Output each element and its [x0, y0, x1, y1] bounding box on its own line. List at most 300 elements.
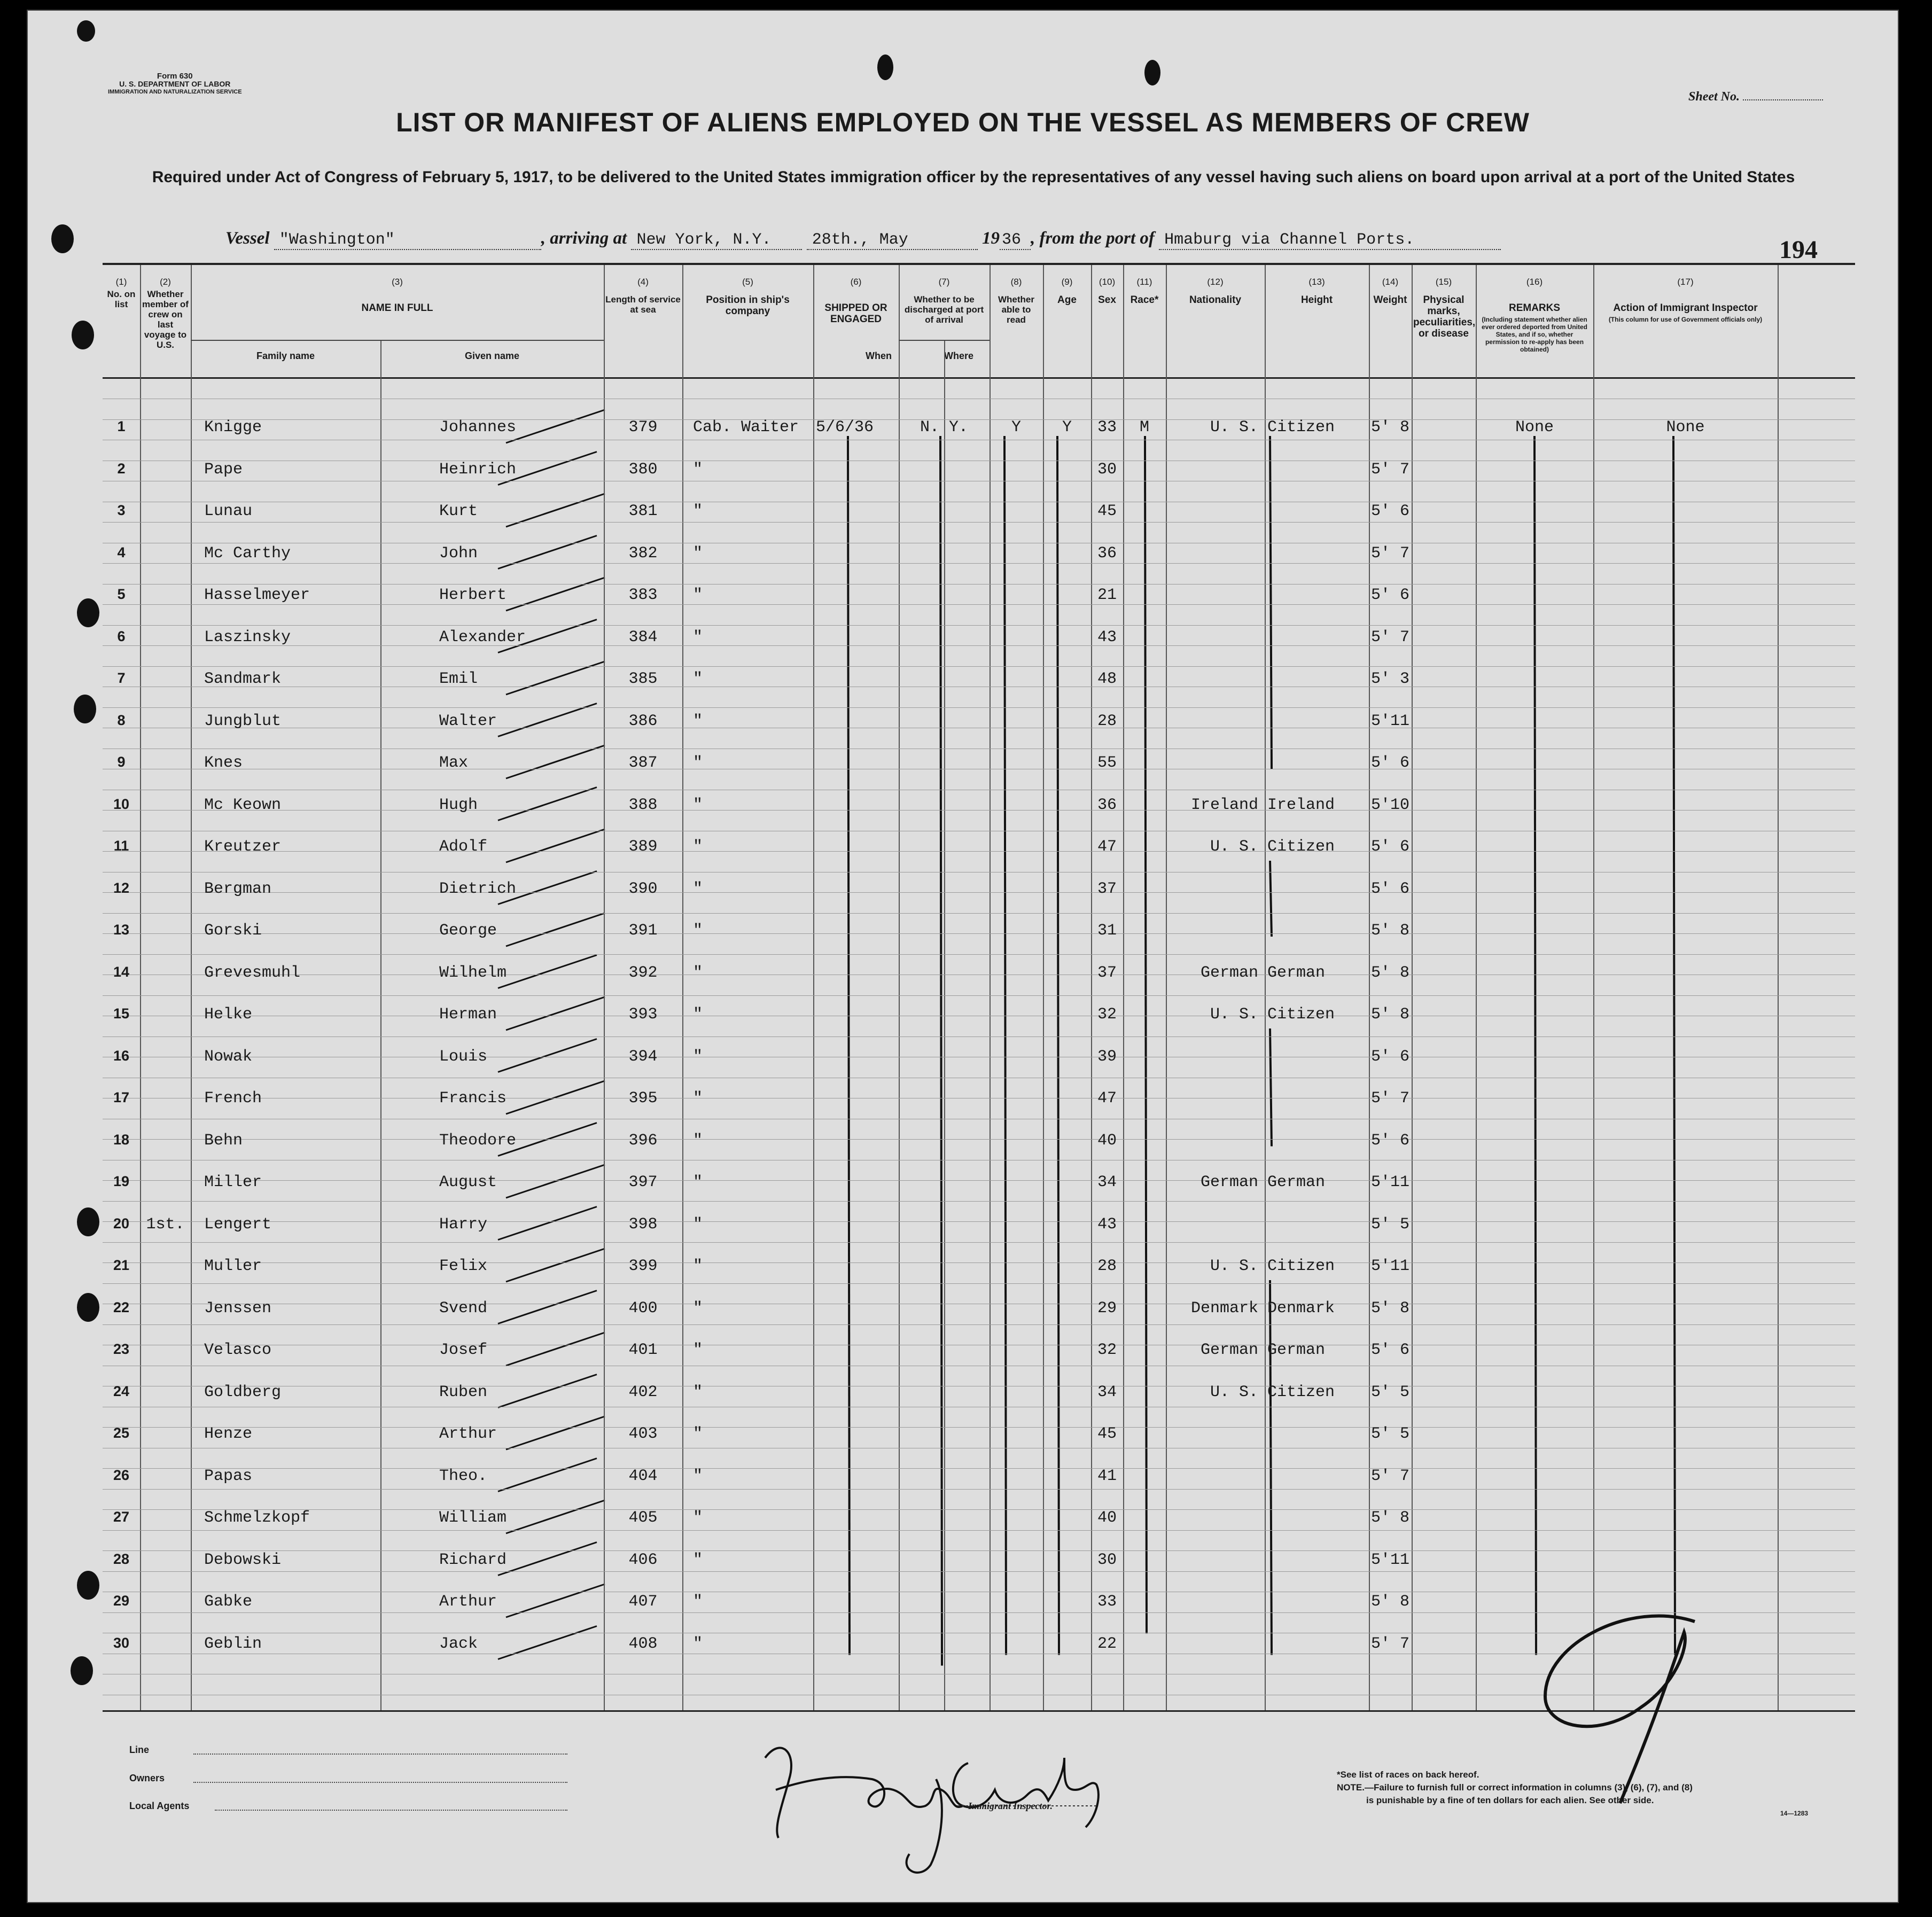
- cell-height: 5' 7: [1370, 544, 1409, 563]
- cell-age: 47: [1097, 1089, 1117, 1108]
- ruling-line: [103, 892, 1855, 893]
- column-number: (10): [1099, 277, 1116, 287]
- manifest-sheet: [27, 10, 1899, 1903]
- cell-family: Sandmark: [204, 670, 282, 688]
- cell-service: 393: [628, 1006, 658, 1024]
- cell-position: ": [693, 1593, 703, 1611]
- cell-no: 16: [113, 1047, 130, 1064]
- ruling-line: [103, 522, 1855, 523]
- cell-given: Theodore: [439, 1131, 517, 1150]
- column-header: Nationality: [1189, 294, 1242, 306]
- ruling-line: [103, 707, 1855, 708]
- column-number: (14): [1382, 277, 1399, 287]
- cell-age: 34: [1097, 1383, 1117, 1401]
- punch-hole: [71, 1656, 93, 1685]
- stamped-sheet-number: 194: [1779, 236, 1818, 264]
- cell-age: 28: [1097, 712, 1117, 730]
- sheet-number-field: [1688, 90, 1823, 104]
- cell-family: Knigge: [204, 418, 262, 437]
- cell-age: 43: [1097, 1215, 1117, 1234]
- cell-no: 1: [117, 418, 126, 434]
- check-mark: [506, 410, 605, 443]
- check-mark: [506, 829, 605, 862]
- check-mark: [498, 1542, 597, 1576]
- check-mark: [498, 704, 597, 737]
- cell-no: 10: [113, 796, 130, 812]
- punch-hole: [77, 1293, 99, 1322]
- vessel-line: [225, 229, 1501, 250]
- column-rule: [1369, 265, 1370, 1710]
- column-header: NAME IN FULL: [361, 302, 433, 314]
- column-note: (This column for use of Government officials only): [1608, 316, 1763, 323]
- ruling-line: [103, 1201, 1855, 1202]
- punch-hole: [51, 224, 74, 253]
- cell-height: 5' 8: [1370, 418, 1409, 437]
- cell-given: Wilhelm: [439, 963, 507, 982]
- punch-hole: [77, 1207, 99, 1236]
- check-mark: [506, 578, 605, 611]
- cell-race: German: [1200, 1341, 1258, 1359]
- cell-position: ": [693, 1215, 703, 1234]
- year-label: 19: [981, 229, 1000, 248]
- cell-race: U. S.: [1210, 838, 1258, 856]
- column-number: (13): [1308, 277, 1325, 287]
- cell-given: Herman: [439, 1006, 497, 1024]
- cell-age: 30: [1097, 460, 1117, 479]
- cell-position: ": [693, 1341, 703, 1359]
- cell-remarks: None: [1666, 418, 1705, 437]
- cell-height: 5' 7: [1370, 460, 1409, 479]
- cell-race: German: [1200, 1173, 1258, 1191]
- cell-age: 33: [1097, 1593, 1117, 1611]
- service-name: IMMIGRATION AND NATURALIZATION SERVICE: [108, 89, 242, 95]
- cell-given: August: [439, 1173, 497, 1191]
- ditto-stroke: [1673, 436, 1675, 1655]
- cell-age: 31: [1097, 922, 1117, 940]
- cell-family: Goldberg: [204, 1383, 282, 1401]
- cell-height: 5' 8: [1370, 1006, 1409, 1024]
- column-header: Action of Immigrant Inspector: [1613, 302, 1758, 314]
- cell-no: 24: [113, 1383, 130, 1399]
- ruling-line: [103, 1221, 1855, 1222]
- cell-position: ": [693, 712, 703, 730]
- column-header: No. on list: [107, 289, 136, 309]
- cell-family: Gabke: [204, 1593, 253, 1611]
- check-mark: [498, 788, 597, 821]
- cell-given: Dietrich: [439, 879, 517, 898]
- ruling-line: [103, 1139, 1855, 1140]
- cell-height: 5' 6: [1370, 586, 1409, 604]
- page-mark-9: [1660, 1624, 1661, 1625]
- cell-position: ": [693, 1383, 703, 1401]
- cell-height: 5' 8: [1370, 922, 1409, 940]
- ruling-line: [103, 1571, 1855, 1572]
- cell-height: 5'11: [1370, 1173, 1409, 1191]
- ruling-line: [103, 851, 1855, 852]
- cell-race: U. S.: [1210, 418, 1258, 437]
- cell-position: ": [693, 1047, 703, 1066]
- cell-given: Adolf: [439, 838, 488, 856]
- cell-age: 41: [1097, 1467, 1117, 1485]
- ruling-line: [103, 1242, 1855, 1243]
- form-number: Form 630: [157, 72, 193, 81]
- cell-age: 33: [1097, 418, 1117, 437]
- column-rule: [899, 265, 900, 1710]
- cell-no: 5: [117, 586, 126, 602]
- cell-marks: None: [1515, 418, 1554, 437]
- cell-service: 401: [628, 1341, 658, 1359]
- cell-position: ": [693, 502, 703, 520]
- cell-position: ": [693, 628, 703, 646]
- cell-no: 29: [113, 1593, 130, 1609]
- cell-position: ": [693, 1006, 703, 1024]
- column-number: (6): [850, 277, 862, 287]
- cell-height: 5' 6: [1370, 502, 1409, 520]
- column-header: Whether able to read: [998, 294, 1034, 325]
- cell-age: 32: [1097, 1341, 1117, 1359]
- cell-height: 5'11: [1370, 712, 1409, 730]
- cell-age: 21: [1097, 586, 1117, 604]
- column-header: Age: [1057, 294, 1077, 306]
- handwritten-marks: [103, 265, 1855, 1710]
- column-number: (4): [637, 277, 649, 287]
- cell-given: Heinrich: [439, 460, 517, 479]
- cell-family: Debowski: [204, 1550, 282, 1569]
- cell-service: 395: [628, 1089, 658, 1108]
- ruling-line: [103, 563, 1855, 564]
- cell-height: 5'11: [1370, 1257, 1409, 1275]
- cell-family: Geblin: [204, 1634, 262, 1653]
- check-mark: [506, 913, 605, 946]
- cell-position: ": [693, 586, 703, 604]
- cell-no: 15: [113, 1006, 130, 1022]
- cell-family: Lengert: [204, 1215, 272, 1234]
- port-label: , from the port of: [1030, 229, 1155, 248]
- shipped-subheader-rule: [899, 340, 990, 341]
- ruling-line: [103, 1530, 1855, 1531]
- cell-height: 5' 7: [1370, 1634, 1409, 1653]
- cell-nationality: Ireland: [1267, 796, 1335, 814]
- arrival-date: 28th., May: [807, 231, 978, 250]
- cell-given: Harry: [439, 1215, 488, 1234]
- cell-family: Bergman: [204, 879, 272, 898]
- column-rule: [813, 265, 814, 1710]
- cell-no: 22: [113, 1299, 130, 1315]
- cell-given: Theo.: [439, 1467, 488, 1485]
- cell-service: 400: [628, 1299, 658, 1318]
- check-mark: [498, 1626, 597, 1659]
- check-mark: [506, 1500, 605, 1533]
- cell-service: 404: [628, 1467, 658, 1485]
- ditto-stroke: [940, 436, 942, 1666]
- cell-height: 5' 6: [1370, 1341, 1409, 1359]
- cell-height: 5' 8: [1370, 1299, 1409, 1318]
- cell-nationality: Citizen: [1267, 838, 1335, 856]
- cell-height: 5' 5: [1370, 1425, 1409, 1443]
- penalty-note-cont: is punishable by a fine of ten dollars for each alien. See other side.: [1366, 1795, 1654, 1805]
- cell-nationality: German: [1267, 1341, 1326, 1359]
- cell-height: 5'10: [1370, 796, 1409, 814]
- cell-position: ": [693, 1467, 703, 1485]
- cell-height: 5' 7: [1370, 628, 1409, 646]
- column-rule: [1593, 265, 1594, 1710]
- cell-family: Papas: [204, 1467, 253, 1485]
- cell-position: ": [693, 879, 703, 898]
- cell-position: Cab. Waiter: [693, 418, 799, 437]
- cell-service: 406: [628, 1550, 658, 1569]
- cell-service: 385: [628, 670, 658, 688]
- cell-given: Kurt: [439, 502, 478, 520]
- cell-race: U. S.: [1210, 1383, 1258, 1401]
- cell-given: Herbert: [439, 586, 507, 604]
- cell-no: 18: [113, 1131, 130, 1148]
- cell-service: 399: [628, 1257, 658, 1275]
- ruling-line: [103, 1550, 1855, 1551]
- punch-hole: [1144, 60, 1160, 85]
- cell-family: French: [204, 1089, 262, 1108]
- cell-family: Miller: [204, 1173, 262, 1191]
- cell-discharged: Y: [1011, 418, 1021, 437]
- ruling-line: [103, 1427, 1855, 1428]
- cell-service: 380: [628, 460, 658, 479]
- punch-hole: [77, 598, 99, 627]
- vessel-label: Vessel: [225, 229, 270, 248]
- column-number: (9): [1061, 277, 1073, 287]
- cell-given: Jack: [439, 1634, 478, 1653]
- cell-height: 5' 3: [1370, 670, 1409, 688]
- cell-service: 408: [628, 1634, 658, 1653]
- cell-service: 389: [628, 838, 658, 856]
- cell-no: 25: [113, 1425, 130, 1441]
- cell-given: Walter: [439, 712, 497, 730]
- cell-age: 36: [1097, 544, 1117, 563]
- cell-position: ": [693, 1173, 703, 1191]
- column-rule: [604, 265, 605, 1710]
- sheet-number-blank: [1743, 99, 1823, 100]
- cell-no: 12: [113, 879, 130, 896]
- cell-height: 5' 8: [1370, 963, 1409, 982]
- check-mark: [498, 955, 597, 988]
- cell-nationality: Citizen: [1267, 1006, 1335, 1024]
- check-mark: [506, 997, 605, 1030]
- local-agents-blank: [215, 1810, 567, 1811]
- cell-given: Hugh: [439, 796, 478, 814]
- punch-hole: [77, 1571, 99, 1600]
- ditto-stroke: [1270, 1028, 1272, 1147]
- cell-position: ": [693, 754, 703, 772]
- cell-given: Louis: [439, 1047, 488, 1066]
- cell-position: ": [693, 922, 703, 940]
- cell-age: 34: [1097, 1173, 1117, 1191]
- cell-given: John: [439, 544, 478, 563]
- column-number: (12): [1207, 277, 1224, 287]
- cell-service: 387: [628, 754, 658, 772]
- cell-no: 14: [113, 963, 130, 980]
- cell-position: ": [693, 544, 703, 563]
- cell-given: Arthur: [439, 1425, 497, 1443]
- ditto-stroke: [1270, 436, 1272, 769]
- cell-age: 39: [1097, 1047, 1117, 1066]
- cell-position: ": [693, 963, 703, 982]
- owners-blank: [193, 1782, 567, 1783]
- column-subheader: Family name: [256, 350, 315, 361]
- cell-service: 391: [628, 922, 658, 940]
- cell-no: 27: [113, 1509, 130, 1525]
- column-header: REMARKS: [1508, 302, 1561, 314]
- departure-port: Hmaburg via Channel Ports.: [1159, 231, 1501, 250]
- cell-given: Alexander: [439, 628, 526, 646]
- check-mark: [506, 1249, 605, 1282]
- cell-height: 5' 6: [1370, 838, 1409, 856]
- cell-family: Mc Carthy: [204, 544, 291, 563]
- cell-age: 45: [1097, 502, 1117, 520]
- cell-nationality: Denmark: [1267, 1299, 1335, 1318]
- column-rule: [191, 265, 192, 1710]
- cell-age: 37: [1097, 963, 1117, 982]
- cell-nationality: Citizen: [1267, 1257, 1335, 1275]
- cell-race: U. S.: [1210, 1257, 1258, 1275]
- cell-nationality: Citizen: [1267, 418, 1335, 437]
- cell-given: Johannes: [439, 418, 517, 437]
- ruling-line: [103, 625, 1855, 626]
- cell-when: 5/6/36: [816, 418, 874, 437]
- ditto-stroke: [1534, 436, 1536, 1655]
- check-mark: [506, 1416, 605, 1450]
- cell-no: 11: [113, 838, 129, 854]
- print-code: 14—1283: [1780, 1810, 1809, 1817]
- column-header: Race*: [1130, 294, 1159, 306]
- document-subtitle: Required under Act of Congress of February 5, 1917, to be delivered to the United States immigration officer by the representatives of any vessel having such aliens on board upon arrival at a port of the United States: [152, 168, 1795, 186]
- cell-age: 22: [1097, 1634, 1117, 1653]
- cell-position: ": [693, 670, 703, 688]
- column-header: Physical marks, peculiarities, or disease: [1413, 294, 1476, 339]
- cell-service: 405: [628, 1509, 658, 1527]
- column-header: Position in ship's company: [706, 294, 790, 317]
- cell-service: 379: [628, 418, 658, 437]
- column-number: (8): [1010, 277, 1022, 287]
- cell-service: 382: [628, 544, 658, 563]
- cell-position: ": [693, 838, 703, 856]
- arriving-port: New York, N.Y.: [631, 231, 802, 250]
- cell-given: Svend: [439, 1299, 488, 1318]
- check-mark: [506, 1332, 605, 1366]
- cell-height: 5' 6: [1370, 1047, 1409, 1066]
- column-rule: [1166, 265, 1167, 1710]
- ruling-line: [103, 933, 1855, 934]
- cell-age: 29: [1097, 1299, 1117, 1318]
- column-rule: [140, 265, 141, 1710]
- cell-service: 388: [628, 796, 658, 814]
- local-agents-label: Local Agents: [129, 1801, 190, 1811]
- cell-family: Knes: [204, 754, 243, 772]
- cell-service: 390: [628, 879, 658, 898]
- subcolumn-rule: [944, 340, 945, 1710]
- column-rule: [1412, 265, 1413, 1710]
- cell-family: Hasselmeyer: [204, 586, 310, 604]
- cell-given: Felix: [439, 1257, 488, 1275]
- cell-nationality: German: [1267, 963, 1326, 982]
- cell-height: 5' 8: [1370, 1509, 1409, 1527]
- cell-height: 5'11: [1370, 1550, 1409, 1569]
- column-header: Height: [1300, 294, 1333, 306]
- cell-given: Francis: [439, 1089, 507, 1108]
- ruling-line: [103, 666, 1855, 667]
- cell-position: ": [693, 1634, 703, 1653]
- column-rule: [1043, 265, 1044, 1710]
- owners-label: Owners: [129, 1773, 165, 1783]
- cell-family: Laszinsky: [204, 628, 291, 646]
- cell-no: 4: [117, 544, 126, 560]
- cell-service: 381: [628, 502, 658, 520]
- cell-given: Josef: [439, 1341, 488, 1359]
- form-identifier: [108, 72, 242, 96]
- cell-position: ": [693, 1257, 703, 1275]
- sheet-number-label: Sheet No.: [1688, 90, 1740, 104]
- inspector-label: Immigrant Inspector.: [968, 1801, 1053, 1811]
- cell-no: 28: [113, 1550, 130, 1567]
- cell-family: Jungblut: [204, 712, 282, 730]
- cell-no: 7: [117, 670, 126, 686]
- column-header: Sex: [1098, 294, 1116, 306]
- ruling-line: [103, 584, 1855, 585]
- column-subheader: Where: [944, 350, 974, 361]
- ruling-line: [103, 1468, 1855, 1469]
- column-rule: [682, 265, 683, 1710]
- cell-read: Y: [1062, 418, 1072, 437]
- cell-age: 32: [1097, 1006, 1117, 1024]
- column-header: SHIPPED OR ENGAGED: [824, 302, 887, 325]
- cell-last-voyage: 1st.: [146, 1215, 185, 1234]
- ditto-stroke: [1004, 436, 1006, 1655]
- column-number: (17): [1677, 277, 1694, 287]
- cell-height: 5' 5: [1370, 1215, 1409, 1234]
- cell-age: 30: [1097, 1550, 1117, 1569]
- arrival-year: 36: [1000, 231, 1031, 250]
- column-rule: [1778, 265, 1779, 1710]
- races-note: *See list of races on back hereof.: [1337, 1770, 1479, 1780]
- ruling-line: [103, 913, 1855, 914]
- cell-race: Ireland: [1190, 796, 1258, 814]
- column-number: (11): [1136, 277, 1152, 287]
- cell-family: Helke: [204, 1006, 253, 1024]
- cell-service: 407: [628, 1593, 658, 1611]
- cell-family: Muller: [204, 1257, 262, 1275]
- cell-family: Henze: [204, 1425, 253, 1443]
- cell-race: German: [1200, 963, 1258, 982]
- column-header: Weight: [1373, 294, 1407, 306]
- cell-height: 5' 6: [1370, 1131, 1409, 1150]
- vessel-name: "Washington": [274, 231, 541, 250]
- cell-family: Grevesmuhl: [204, 963, 301, 982]
- cell-position: ": [693, 1425, 703, 1443]
- column-number: (2): [160, 277, 171, 287]
- cell-no: 13: [113, 922, 130, 938]
- cell-given: George: [439, 922, 497, 940]
- cell-service: 384: [628, 628, 658, 646]
- column-rule: [1091, 265, 1092, 1710]
- check-mark: [498, 1207, 597, 1240]
- cell-age: 48: [1097, 670, 1117, 688]
- check-mark: [498, 1459, 597, 1492]
- cell-where: N. Y.: [920, 418, 968, 437]
- cell-no: 8: [117, 712, 126, 728]
- cell-family: Mc Keown: [204, 796, 282, 814]
- column-number: (15): [1435, 277, 1452, 287]
- cell-height: 5' 6: [1370, 879, 1409, 898]
- cell-position: ": [693, 1550, 703, 1569]
- cell-service: 396: [628, 1131, 658, 1150]
- cell-height: 5' 5: [1370, 1383, 1409, 1401]
